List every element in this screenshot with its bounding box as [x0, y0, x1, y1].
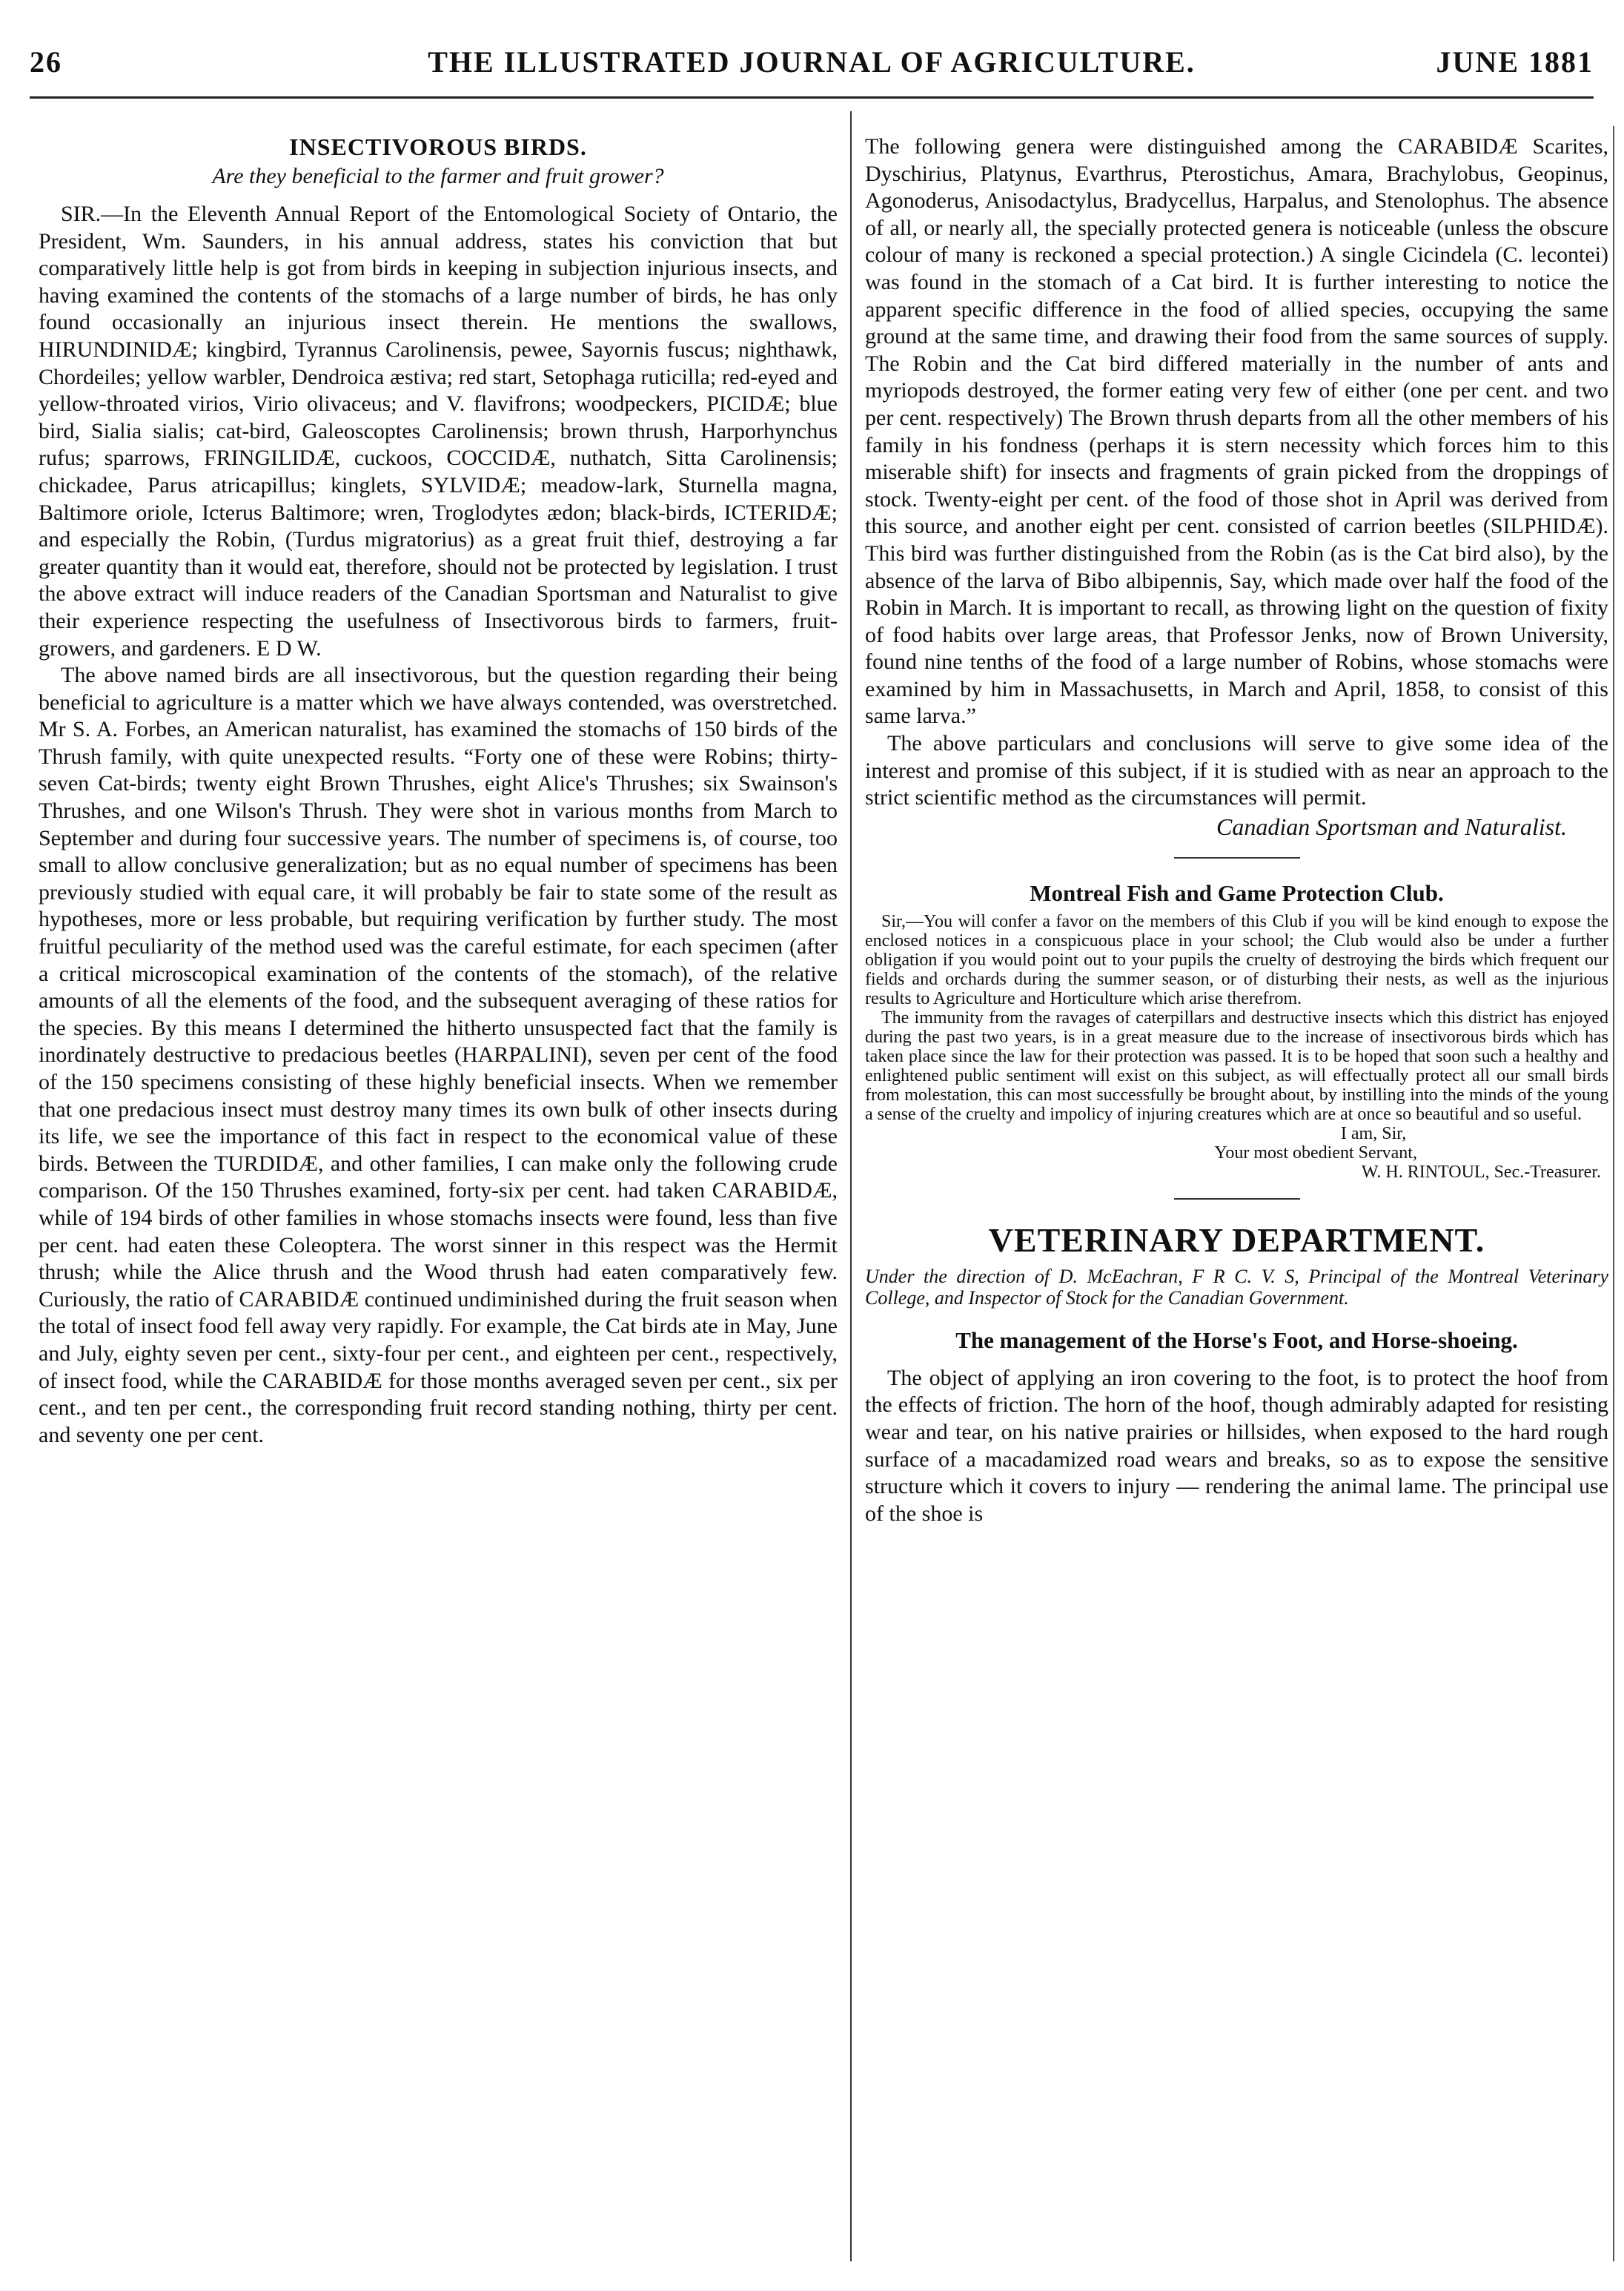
article-subtitle: Are they beneficial to the farmer and fruit grower? — [212, 164, 664, 188]
page-edge-line — [1613, 126, 1614, 2261]
article-title-insectivorous-birds: INSECTIVOROUS BIRDS. — [289, 133, 587, 160]
letter-closing-2: Your most obedient Servant, — [1214, 1143, 1417, 1163]
article-body-left — [39, 201, 838, 1449]
section-divider — [1174, 857, 1300, 859]
running-head — [30, 44, 1594, 86]
letter-signature: W. H. RINTOUL, Sec.-Treasurer. — [1361, 1162, 1601, 1182]
right-column — [865, 133, 1608, 1527]
article-paragraph: The following genera were distinguished among the CARABIDÆ Scarites, Dyschirius, Platynus, Evarthrus, Pterostichus, Amara, Brachylobus, Geopinus, Agonoderus, Anisodactylus, Bradycellus, Harpalus, and Stenolophus. The absence of all, or nearly all, the specially protected genera is noticeable (unless the obscure colour of many is reckoned a special protection.) A single Cicindela (C. lecontei) was found in the stomach of a Cat bird. It is further interesting to notice the apparent specific difference in the food of allied species, occupying the same ground at the same time, and drawing their food from the same sources of supply. The Robin and the Cat bird differed materially in the number of ants and myriopods destroyed, the former eating very few of either (one per cent. and two per cent. respectively) The Brown thrush departs from all the other members of his family in his fondness (perhaps it is stern necessity which forces him to this miserable shift) for insects and fragments of grain picked from the droppings of stock. Twenty-eight per cent. of the food of those shot in April was derived from this source, and another eight per cent. consisted of carrion beetles (SILPHIDÆ). This bird was further distinguished from the Robin (as is the Cat bird also), by the absence of the larva of Bibo albipennis, Say, which made over half the food of the Robin in March. It is important to recall, as throwing light on the question of fixity of food habits over large areas, that Professor Jenks, now of Brown University, found nine tenths of the food of a large number of Robins, whose stomachs were examined by him in Massachusetts, in March and April, 1858, to consist of this same larva.” — [865, 134, 1608, 729]
article-paragraph: The above particulars and conclusions will serve to give some idea of the interest and promise of this subject, if it is studied with as near an approach to the strict scientific method as the circumstances will permit. — [865, 731, 1608, 810]
club-letter-title: Montreal Fish and Game Protection Club. — [1030, 879, 1444, 906]
article-credit: Canadian Sportsman and Naturalist. — [1216, 813, 1567, 840]
veterinary-section-title: The management of the Horse's Foot, and Horse-shoeing. — [955, 1326, 1518, 1353]
header-rule — [30, 96, 1594, 99]
left-column — [39, 133, 838, 1449]
veterinary-paragraph: The object of applying an iron covering to the foot, is to protect the hoof from the effects of friction. The horn of the hoof, though admirably adapted for resisting wear and tear, on his native prairies or hillsides, when exposed to the hard rough surface of a macadamized road wears and breaks, so as to expose the sensitive structure which it covers to injury — rendering the animal lame. The principal use of the shoe is — [865, 1365, 1608, 1526]
issue-date: JUNE 1881 — [1436, 45, 1594, 79]
article-paragraph: The above named birds are all insectivorous, but the question regarding their being beneficial to agriculture is a matter which we have always contended, was overstretched. Mr S. A. Forbes, an American naturalist, has examined the stomachs of 150 birds of the Thrush family, with quite unexpected results. “Forty one of these were Robins; thirty-seven Cat-birds; twenty eight Brown Thrushes, eight Alice's Thrushes; six Swainson's Thrushes, and one Wilson's Thrush. They were shot in various months from March to September and during four successive years. The number of specimens is, of course, too small to allow conclusive generalization; but as no equal number of specimens has been previously studied with equal care, it will probably be fair to state some of the result as hypotheses, more or less probable, but requiring verification by further study. The most fruitful peculiarity of the method used was the careful estimate, for each specimen (after a critical microscopical examination of the contents of the stomach), of the relative amounts of all the elements of the food, and the subsequent averaging of these ratios for the species. By this means I determined the hitherto unsuspected fact that the family is inordinately destructive to predacious beetles (HARPALINI), seven per cent of the food of the 150 specimens consisting of these highly beneficial insects. When we remember that one predacious insect must destroy many times its own bulk of other insects during its life, we see the importance of this fact in respect to the economical value of these birds. Between the TURDIDÆ, and other families, I can make only the following crude comparison. Of the 150 Thrushes examined, forty-six per cent. had taken CARABIDÆ, while of 194 birds of other families in whose stomachs insects were found, less than five per cent. had eaten these Coleoptera. The worst sinner in this respect was the Hermit thrush; while the Alice thrush and the Wood thrush had eaten comparatively few. Curiously, the ratio of CARABIDÆ continued undiminished during the fruit season when the total of insect food fell away very rapidly. For example, the Cat birds ate in May, June and July, eighty seven per cent., sixty-four per cent., and eighteen per cent., respectively, of insect food, while the CARABIDÆ for those months averaged seven per cent., six per cent., and ten per cent., the corresponding fruit record standing nothing, thirty per cent. and seventy one per cent. — [39, 663, 838, 1447]
letter-paragraph: The immunity from the ravages of caterpillars and destructive insects which this district has enjoyed during the past two years, is in a great measure due to the increase of insectivorous birds which has taken place since the law for their protection was passed. It is to be hoped that soon such a healthy and enlightened public sentiment will exist on this subject, as will effectually protect all our small birds from molestation, this can most successfully be brought about, by instilling into the minds of the young a sense of the cruelty and impolicy of injuring creatures which are at once so beautiful and so useful. — [865, 1008, 1608, 1124]
veterinary-direction-note: Under the direction of D. McEachran, F R C. V. S, Principal of the Montreal Veterinary College, and Inspector of Stock for the Canadian Government. — [865, 1265, 1608, 1309]
article-paragraph: SIR.—In the Eleventh Annual Report of the Entomological Society of Ontario, the President, Wm. Saunders, in his annual address, states his conviction that but comparatively little help is got from birds in keeping in subjection injurious insects, and having examined the contents of the stomachs of a large number of birds, he has only found occasionally an injurious insect therein. He mentions the swallows, HIRUNDINIDÆ; kingbird, Tyrannus Carolinensis, pewee, Sayornis fuscus; nighthawk, Chordeiles; yellow warbler, Dendroica æstiva; red start, Setophaga ruticilla; red-eyed and yellow-throated virios, Virio olivaceus; and V. flavifrons; woodpeckers, PICIDÆ; blue bird, Sialia sialis; cat-bird, Galeoscoptes Carolinensis; brown thrush, Harporhynchus rufus; sparrows, FRINGILIDÆ, cuckoos, COCCIDÆ, nuthatch, Sitta Carolinensis; chickadee, Parus atricapillus; kinglets, SYLVIDÆ; meadow-lark, Sturnella magna, Baltimore oriole, Icterus Baltimore; wren, Troglodytes ædon; black-birds, ICTERIDÆ; and especially the Robin, (Turdus migratorius) as a great fruit thief, destroying a far greater quantity than it would eat, therefore, should not be protected by legislation. I trust the above extract will induce readers of the Canadian Sportsman and Naturalist to give their experience respecting the usefulness of Insectivorous birds to farmers, fruit-growers, and gardeners. E D W. — [39, 202, 838, 661]
letter-closing: I am, Sir, — [1340, 1123, 1407, 1143]
veterinary-body — [865, 1365, 1608, 1528]
veterinary-department-title: VETERINARY DEPARTMENT. — [988, 1220, 1485, 1259]
section-divider — [1174, 1198, 1300, 1200]
article-body-right — [865, 133, 1608, 812]
letter-paragraph: Sir,—You will confer a favor on the members of this Club if you will be kind enough to expose the enclosed notices in a conspicuous place in your school; the Club would also be under a further obligation if you would point out to your pupils the cruelty of destroying the birds which frequent our fields and orchards during the summer season, or of disturbing their nests, as well as the injurious results to Agriculture and Horticulture which arise therefrom. — [865, 911, 1608, 1008]
page-number: 26 — [30, 45, 62, 79]
journal-title: THE ILLUSTRATED JOURNAL OF AGRICULTURE. — [428, 45, 1196, 79]
column-divider — [850, 111, 852, 2261]
club-letter-body — [865, 912, 1608, 1182]
